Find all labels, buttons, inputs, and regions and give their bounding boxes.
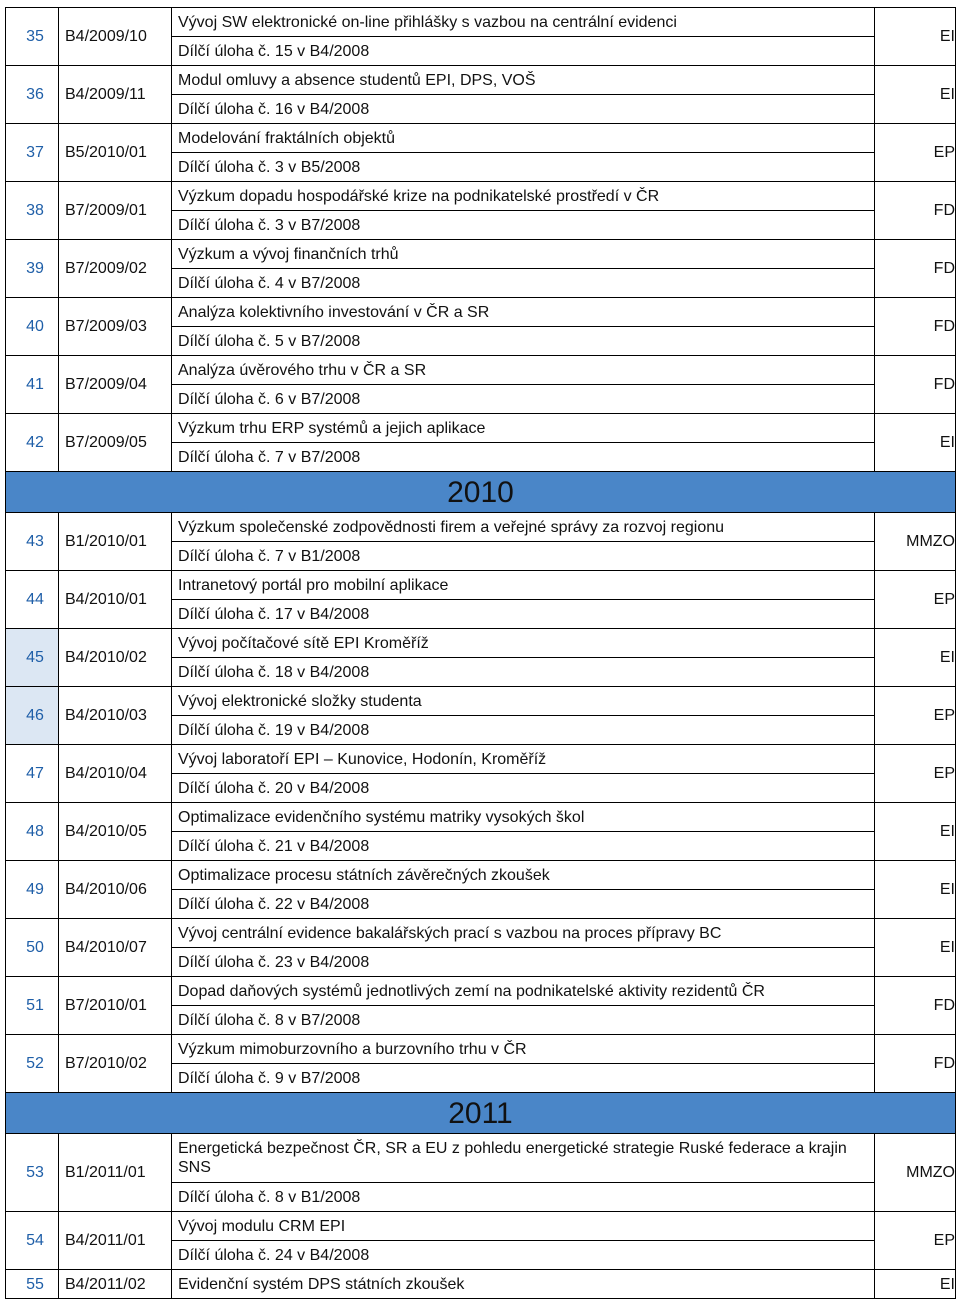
project-title: Vývoj modulu CRM EPI — [172, 1212, 875, 1241]
row-number: 39 — [6, 240, 59, 298]
department-code: EI — [875, 414, 956, 472]
department-code: FD — [875, 356, 956, 414]
table-row — [6, 1212, 956, 1241]
year-header-row — [6, 472, 956, 513]
project-title: Vývoj laboratoří EPI – Kunovice, Hodonín, Kroměříž — [172, 745, 875, 774]
project-title: Výzkum mimoburzovního a burzovního trhu v ČR — [172, 1035, 875, 1064]
department-code: EI — [875, 1270, 956, 1299]
project-title: Výzkum trhu ERP systémů a jejich aplikace — [172, 414, 875, 443]
project-title: Vývoj počítačové sítě EPI Kroměříž — [172, 629, 875, 658]
row-number: 45 — [6, 629, 59, 687]
table-row — [6, 124, 956, 153]
project-code: B4/2009/11 — [59, 66, 172, 124]
subtask-reference: Dílčí úloha č. 22 v B4/2008 — [172, 890, 875, 919]
project-code: B7/2009/04 — [59, 356, 172, 414]
table-row — [6, 629, 956, 658]
row-number: 53 — [6, 1134, 59, 1212]
subtask-reference: Dílčí úloha č. 19 v B4/2008 — [172, 716, 875, 745]
row-number: 38 — [6, 182, 59, 240]
subtask-reference: Dílčí úloha č. 16 v B4/2008 — [172, 95, 875, 124]
department-code: EP — [875, 745, 956, 803]
department-code: EI — [875, 66, 956, 124]
subtask-reference: Dílčí úloha č. 7 v B7/2008 — [172, 443, 875, 472]
department-code: MMZO — [875, 513, 956, 571]
department-code: EI — [875, 8, 956, 66]
project-title: Výzkum společenské zodpovědnosti firem a veřejné správy za rozvoj regionu — [172, 513, 875, 542]
project-title: Evidenční systém DPS státních zkoušek — [172, 1270, 875, 1299]
project-title: Analýza úvěrového trhu v ČR a SR — [172, 356, 875, 385]
table-row — [6, 803, 956, 832]
subtask-reference: Dílčí úloha č. 17 v B4/2008 — [172, 600, 875, 629]
subtask-reference: Dílčí úloha č. 15 v B4/2008 — [172, 37, 875, 66]
project-title: Modul omluvy a absence studentů EPI, DPS, VOŠ — [172, 66, 875, 95]
row-number: 51 — [6, 977, 59, 1035]
table-row — [6, 240, 956, 269]
department-code: FD — [875, 240, 956, 298]
project-code: B7/2010/01 — [59, 977, 172, 1035]
subtask-reference: Dílčí úloha č. 3 v B5/2008 — [172, 153, 875, 182]
project-code: B7/2009/02 — [59, 240, 172, 298]
project-code: B4/2010/06 — [59, 861, 172, 919]
row-number: 44 — [6, 571, 59, 629]
project-code: B5/2010/01 — [59, 124, 172, 182]
department-code: MMZO — [875, 1134, 956, 1212]
projects-table — [5, 7, 956, 1299]
table-row — [6, 356, 956, 385]
row-number: 49 — [6, 861, 59, 919]
row-number: 46 — [6, 687, 59, 745]
department-code: FD — [875, 298, 956, 356]
row-number: 41 — [6, 356, 59, 414]
table-row — [6, 745, 956, 774]
subtask-reference: Dílčí úloha č. 20 v B4/2008 — [172, 774, 875, 803]
projects-table-body — [6, 8, 956, 1299]
department-code: EI — [875, 919, 956, 977]
table-row — [6, 1270, 956, 1299]
table-row — [6, 687, 956, 716]
table-row — [6, 414, 956, 443]
department-code: FD — [875, 977, 956, 1035]
row-number: 48 — [6, 803, 59, 861]
department-code: EI — [875, 803, 956, 861]
row-number: 35 — [6, 8, 59, 66]
project-code: B4/2010/01 — [59, 571, 172, 629]
project-title: Vývoj elektronické složky studenta — [172, 687, 875, 716]
row-number: 55 — [6, 1270, 59, 1299]
table-row — [6, 861, 956, 890]
table-row — [6, 571, 956, 600]
project-title: Vývoj SW elektronické on-line přihlášky s vazbou na centrální evidenci — [172, 8, 875, 37]
project-title: Analýza kolektivního investování v ČR a SR — [172, 298, 875, 327]
project-title: Výzkum dopadu hospodářské krize na podnikatelské prostředí v ČR — [172, 182, 875, 211]
project-code: B7/2010/02 — [59, 1035, 172, 1093]
table-row — [6, 182, 956, 211]
year-label: 2010 — [6, 472, 956, 513]
project-code: B4/2010/02 — [59, 629, 172, 687]
project-title: Vývoj centrální evidence bakalářských prací s vazbou na proces přípravy BC — [172, 919, 875, 948]
row-number: 36 — [6, 66, 59, 124]
subtask-reference: Dílčí úloha č. 3 v B7/2008 — [172, 211, 875, 240]
row-number: 50 — [6, 919, 59, 977]
subtask-reference: Dílčí úloha č. 21 v B4/2008 — [172, 832, 875, 861]
project-code: B4/2009/10 — [59, 8, 172, 66]
subtask-reference: Dílčí úloha č. 23 v B4/2008 — [172, 948, 875, 977]
project-title: Výzkum a vývoj finančních trhů — [172, 240, 875, 269]
project-code: B4/2011/01 — [59, 1212, 172, 1270]
department-code: FD — [875, 1035, 956, 1093]
department-code: EI — [875, 629, 956, 687]
subtask-reference: Dílčí úloha č. 8 v B7/2008 — [172, 1006, 875, 1035]
row-number: 37 — [6, 124, 59, 182]
department-code: EI — [875, 861, 956, 919]
table-row — [6, 977, 956, 1006]
project-code: B7/2009/05 — [59, 414, 172, 472]
project-title: Dopad daňových systémů jednotlivých zemí na podnikatelské aktivity rezidentů ČR — [172, 977, 875, 1006]
subtask-reference: Dílčí úloha č. 18 v B4/2008 — [172, 658, 875, 687]
subtask-reference: Dílčí úloha č. 6 v B7/2008 — [172, 385, 875, 414]
row-number: 47 — [6, 745, 59, 803]
project-title: Modelování fraktálních objektů — [172, 124, 875, 153]
project-title: Intranetový portál pro mobilní aplikace — [172, 571, 875, 600]
department-code: EP — [875, 124, 956, 182]
project-code: B4/2011/02 — [59, 1270, 172, 1299]
department-code: EP — [875, 1212, 956, 1270]
project-code: B4/2010/04 — [59, 745, 172, 803]
subtask-reference: Dílčí úloha č. 7 v B1/2008 — [172, 542, 875, 571]
project-code: B4/2010/05 — [59, 803, 172, 861]
row-number: 54 — [6, 1212, 59, 1270]
table-row — [6, 298, 956, 327]
year-header-row — [6, 1093, 956, 1134]
row-number: 42 — [6, 414, 59, 472]
subtask-reference: Dílčí úloha č. 9 v B7/2008 — [172, 1064, 875, 1093]
project-title: Optimalizace procesu státních závěrečných zkoušek — [172, 861, 875, 890]
table-row — [6, 513, 956, 542]
project-code: B1/2010/01 — [59, 513, 172, 571]
year-label: 2011 — [6, 1093, 956, 1134]
table-row — [6, 8, 956, 37]
project-title: Optimalizace evidenčního systému matriky vysokých škol — [172, 803, 875, 832]
project-title: Energetická bezpečnost ČR, SR a EU z pohledu energetické strategie Ruské federace a krajin SNS — [172, 1134, 875, 1183]
table-row — [6, 919, 956, 948]
project-code: B7/2009/01 — [59, 182, 172, 240]
table-row — [6, 66, 956, 95]
row-number: 40 — [6, 298, 59, 356]
row-number: 52 — [6, 1035, 59, 1093]
subtask-reference: Dílčí úloha č. 4 v B7/2008 — [172, 269, 875, 298]
project-code: B7/2009/03 — [59, 298, 172, 356]
department-code: EP — [875, 571, 956, 629]
subtask-reference: Dílčí úloha č. 24 v B4/2008 — [172, 1241, 875, 1270]
subtask-reference: Dílčí úloha č. 5 v B7/2008 — [172, 327, 875, 356]
table-row — [6, 1035, 956, 1064]
subtask-reference: Dílčí úloha č. 8 v B1/2008 — [172, 1183, 875, 1212]
department-code: FD — [875, 182, 956, 240]
project-code: B4/2010/07 — [59, 919, 172, 977]
table-row — [6, 1134, 956, 1183]
department-code: EP — [875, 687, 956, 745]
project-code: B1/2011/01 — [59, 1134, 172, 1212]
row-number: 43 — [6, 513, 59, 571]
project-code: B4/2010/03 — [59, 687, 172, 745]
